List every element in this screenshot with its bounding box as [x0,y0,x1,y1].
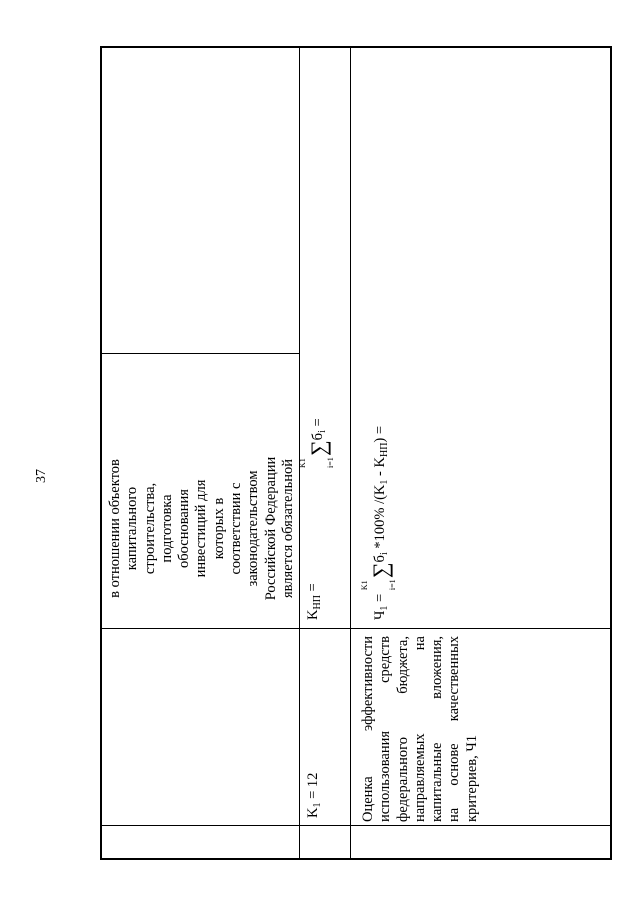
ch1-formula: $Ч_1$ = K1 i=1 $\sum б_i$ *100% $/(K_1 - K_{НП})$ = [360,425,397,620]
row3-col2-line: Оценка эффективности [360,636,376,822]
row1-col3-line: Российской Федерации [262,456,279,601]
row1-col3-line: является обязательной [279,458,296,599]
page-number: 37 [34,469,49,483]
row1-col3-line: инвестиций для [193,479,210,578]
row1-col3-line: в отношении объектов [107,459,123,598]
table-row-divider-1 [299,46,300,860]
k1-value: $K_1 = 12$ [305,772,323,818]
row3-col2-line: на основе качественных [446,636,463,822]
knp-label: $K_{НП}$ = [305,583,323,620]
row3-col2-line: использования средств [377,636,394,822]
sigma-symbol: ∑ [368,562,393,579]
row3-col2-line: капитальные вложения, [429,636,446,822]
row3-col2-line: федерального бюджета, [394,636,411,822]
table-row-divider-2 [350,46,351,860]
sigma-symbol: ∑ [306,440,331,456]
row1-col3-line: строительства, [141,482,158,575]
row1-col3-line: обоснования [176,489,193,568]
table-border-left [100,46,102,860]
sum-formula-knp: K1 i=1 $\sum б_i$ = [298,418,335,468]
table-border-top [100,46,612,48]
row1-col3-line: которых в [210,497,227,560]
table-column-divider-2 [100,628,612,629]
row1-col3-line: соответствии с [228,482,245,575]
row1-col3-line: законодательством [245,470,262,587]
table-column-divider-3 [100,353,300,354]
table-border-bottom [100,858,612,860]
table-column-divider-1 [100,825,612,826]
row3-col2-line: критериев, Ч1 [463,734,480,822]
row3-col2-line: направляемых на [411,636,428,822]
table-border-right [610,46,612,860]
row1-col3-line: капитального [124,486,141,571]
row1-col3-line: подготовка [158,494,175,563]
